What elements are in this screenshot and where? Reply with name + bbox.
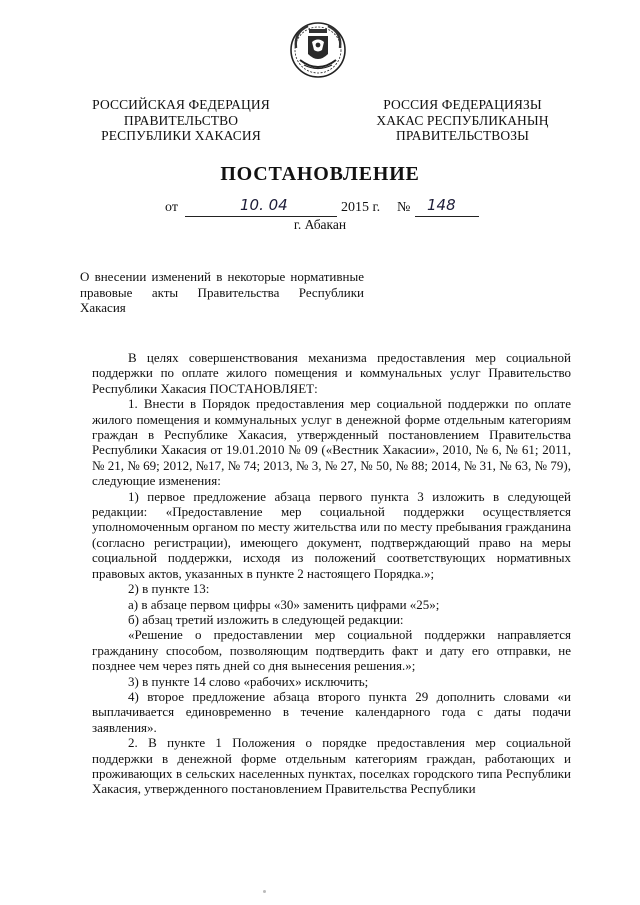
handwritten-number: 148 [427, 196, 456, 214]
body-paragraph: б) абзац третий изложить в следующей редакции: [128, 611, 404, 627]
document-subject: О внесении изменений в некоторые нормативные правовые акты Правительства Республики Хакасия [80, 269, 364, 315]
body-paragraph: 2. В пункте 1 Положения о порядке предоставления мер социальной поддержки в денежной форме отдельным категориям граждан, работающих и проживающих в сельских населенных пунктах, поселках городского типа Республики Хакасия, утвержденного постановлением Правительства Республики [92, 735, 571, 797]
header-left-line: РЕСПУБЛИКИ ХАКАСИЯ [101, 128, 261, 143]
body-paragraph: 3) в пункте 14 слово «рабочих» исключить; [128, 673, 369, 689]
body-paragraph: а) в абзаце первом цифры «30» заменить цифрами «25»; [128, 596, 440, 612]
header-left-block [86, 97, 276, 144]
document-body [92, 350, 571, 797]
coat-of-arms-emblem [288, 20, 348, 80]
scan-artifact-dot [263, 890, 266, 893]
city-name: г. Абакан [293, 217, 347, 232]
handwritten-date: 10. 04 [240, 196, 288, 214]
body-paragraph: 4) второе предложение абзаца второго пункта 29 дополнить словами «и выплачивается единовременно в течение календарного года с даты подачи заявления». [92, 688, 571, 735]
header-right-line: РОССИЯ ФЕДЕРАЦИЯЗЫ [383, 97, 542, 112]
body-paragraph: 1) первое предложение абзаца первого пункта 3 изложить в следующей редакции: «Предоставление мер социальной поддержки осуществляется уполномоченным органом по месту жительства или по месту пребывания гражданина (согласно регистрации), имеющего документ, подтверждающий право на меры социальной поддержки, исходя из положений соответствующих нормативных правовых актов, указанных в пункте 2 настоящего Порядка.»; [92, 488, 571, 581]
body-paragraph: «Решение о предоставлении мер социальной поддержки направляется гражданину способом, позволяющим подтвердить факт и дату его отправки, не позднее чем через пять дней со дня вынесения решения.»; [92, 627, 571, 674]
document-type-title: ПОСТАНОВЛЕНИЕ [220, 163, 420, 185]
number-sign: № [397, 200, 411, 215]
date-year: 2015 г. [341, 200, 381, 215]
header-right-line: ПРАВИТЕЛЬСТВОЗЫ [396, 128, 529, 143]
date-prefix: от [165, 200, 178, 215]
header-left-line: РОССИЙСКАЯ ФЕДЕРАЦИЯ [92, 97, 270, 112]
date-number-line [165, 196, 495, 218]
body-paragraph: В целях совершенствования механизма предоставления мер социальной поддержки по оплате жилого помещения и коммунальных услуг Правительство Республики Хакасия ПОСТАНОВЛЯЕТ: [92, 350, 571, 396]
body-paragraph: 1. Внести в Порядок предоставления мер социальной поддержки по оплате жилого помещения и коммунальных услуг в денежной форме отдельным категориям граждан в Республике Хакасия, утвержденный постановлением Правительства Республики Хакасия от 19.01.2010 № 09 («Вестник Хакасии», 2010, № 6, № 61; 2011, № 21, № 69; 2012, №17, № 74; 2013, № 3, № 27, № 50, № 88; 2014, № 31, № 63, № 79), следующие изменения: [92, 396, 571, 489]
body-paragraph: 2) в пункте 13: [128, 581, 210, 597]
header-right-line: ХАКАС РЕСПУБЛИКАНЫҢ [376, 112, 549, 128]
header-left-line: ПРАВИТЕЛЬСТВО [123, 112, 239, 128]
header-right-block [375, 97, 550, 144]
